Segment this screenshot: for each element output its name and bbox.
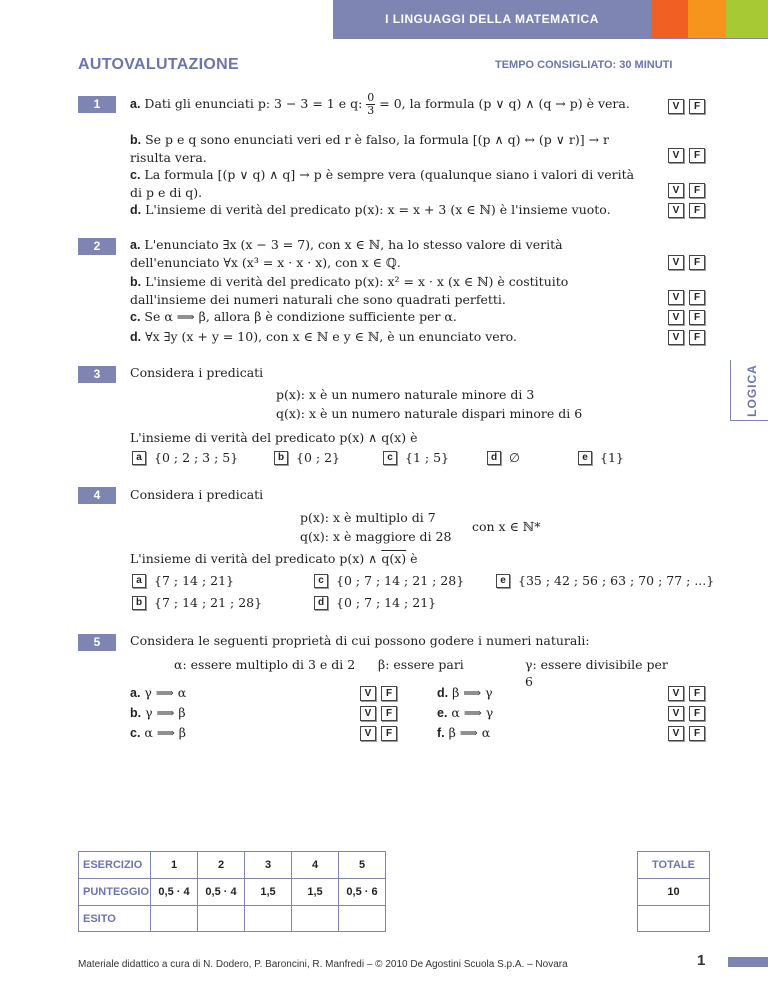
ex5-vf	[668, 726, 705, 741]
false-checkbox[interactable]: F	[689, 726, 705, 741]
ex2-item-d: d. ∀x ∃y (x + y = 10), con x ∈ ℕ e y ∈ ℕ, è un enunciato vero.	[130, 329, 517, 344]
ex5-vf	[360, 726, 397, 741]
true-checkbox[interactable]: V	[668, 290, 684, 305]
false-checkbox[interactable]: F	[381, 686, 397, 701]
table-cell: 4	[292, 852, 339, 879]
option-letter[interactable]: c	[314, 574, 328, 588]
exercise-number: 5	[78, 634, 116, 651]
true-checkbox[interactable]: V	[360, 686, 376, 701]
answer-option-c[interactable]	[383, 450, 449, 465]
ex1-item-b: b. Se p e q sono enunciati veri ed r è falso, la formula [(p ∧ q) ↔ (p ∨ r)] → r risulta vera.	[130, 132, 610, 165]
option-letter[interactable]: e	[578, 451, 592, 465]
ex2-item-a: a. L'enunciato ∃x (x − 3 = 7), con x ∈ ℕ, ha lo stesso valore di verità dell'enunciato ∀x (x³ = x · x · x), con x ∈ ℚ.	[130, 237, 563, 270]
ex3-intro: Considera i predicati	[130, 365, 264, 380]
result-input-cell[interactable]	[151, 906, 198, 932]
table-cell: 1,5	[245, 879, 292, 906]
option-letter[interactable]: a	[132, 574, 146, 588]
row-label: ESERCIZIO	[79, 852, 151, 879]
exercise-number: 1	[78, 96, 116, 113]
ex2-item-b: b. L'insieme di verità del predicato p(x): x² = x · x (x ∈ ℕ) è costituito dall'insieme dei numeri naturali che sono quadrati perfetti.	[130, 274, 569, 307]
table-cell: 5	[339, 852, 386, 879]
answer-option-a[interactable]	[132, 573, 234, 588]
answer-option-b[interactable]	[274, 450, 340, 465]
true-checkbox[interactable]: V	[668, 255, 684, 270]
total-table	[637, 851, 710, 932]
answer-option-c[interactable]	[314, 573, 464, 588]
option-letter[interactable]: d	[314, 596, 328, 610]
true-checkbox[interactable]: V	[668, 203, 684, 218]
ex1-item-c: c. La formula [(p ∨ q) ∧ q] → p è sempre vera (qualunque siano i valori di verità di p e di q).	[130, 167, 635, 200]
ex4-predicate-q: q(x): x è maggiore di 28	[300, 529, 452, 544]
option-text: {7 ; 14 ; 21 ; 28}	[154, 595, 263, 610]
ex2-d-vf	[668, 330, 705, 345]
answer-option-d[interactable]	[314, 595, 436, 610]
false-checkbox[interactable]: F	[689, 706, 705, 721]
ex2-c-vf	[668, 310, 705, 325]
ex2-item-c: c. Se α ⟹ β, allora β è condizione sufficiente per α.	[130, 309, 457, 324]
color-tab-green	[726, 0, 768, 38]
ex5-item: d. β ⟹ γ	[437, 685, 493, 700]
ex4-predicate-p: p(x): x è multiplo di 7	[300, 510, 436, 525]
row-label: PUNTEGGIO	[79, 879, 151, 906]
exercise-number: 4	[78, 487, 116, 504]
false-checkbox[interactable]: F	[689, 290, 705, 305]
option-letter[interactable]: a	[132, 451, 146, 465]
ex1-item-a: a. Dati gli enunciati p: 3 − 3 = 1 e q: $\frac{0}{3}$ = 0, la formula (p ∨ q) ∧ (q → p) è vera.	[130, 91, 630, 117]
ex5-alpha: α: essere multiplo di 3 e di 2	[174, 657, 356, 672]
score-table	[78, 851, 386, 932]
ex5-item: b. γ ⟹ β	[130, 705, 186, 720]
total-label: TOTALE	[638, 852, 710, 879]
footer-credits: Materiale didattico a cura di N. Dodero, P. Baroncini, R. Manfredi – © 2010 De Agostini Scuola S.p.A. – Novara	[78, 959, 568, 970]
table-cell: 0,5 · 6	[339, 879, 386, 906]
color-tab-orange	[651, 0, 688, 38]
ex5-item: c. α ⟹ β	[130, 725, 186, 740]
result-input-cell[interactable]	[198, 906, 245, 932]
true-checkbox[interactable]: V	[668, 706, 684, 721]
false-checkbox[interactable]: F	[689, 686, 705, 701]
table-cell: 2	[198, 852, 245, 879]
true-checkbox[interactable]: V	[668, 686, 684, 701]
true-checkbox[interactable]: V	[360, 726, 376, 741]
ex2-a-vf	[668, 255, 705, 270]
false-checkbox[interactable]: F	[689, 310, 705, 325]
answer-option-d[interactable]	[487, 450, 520, 465]
row-label: ESITO	[79, 906, 151, 932]
ex1-d-vf	[668, 203, 705, 218]
total-result-cell[interactable]	[638, 906, 710, 932]
option-letter[interactable]: e	[496, 574, 510, 588]
result-input-cell[interactable]	[245, 906, 292, 932]
page-title: AUTOVALUTAZIONE	[78, 56, 239, 73]
exercise-number: 2	[78, 238, 116, 255]
ex5-vf	[360, 686, 397, 701]
ex5-intro: Considera le seguenti proprietà di cui possono godere i numeri naturali:	[130, 633, 590, 648]
option-text: {0 ; 7 ; 14 ; 21}	[336, 595, 437, 610]
table-cell: 0,5 · 4	[198, 879, 245, 906]
answer-option-e[interactable]	[496, 573, 714, 588]
answer-option-b[interactable]	[132, 595, 262, 610]
option-text: {7 ; 14 ; 21}	[154, 573, 234, 588]
ex4-question: L'insieme di verità del predicato p(x) ∧ q(x) è	[130, 551, 418, 566]
ex5-item: e. α ⟹ γ	[437, 705, 494, 720]
false-checkbox[interactable]: F	[689, 183, 705, 198]
false-checkbox[interactable]: F	[381, 706, 397, 721]
table-cell: 0,5 · 4	[151, 879, 198, 906]
ex4-intro: Considera i predicati	[130, 487, 264, 502]
ex5-beta: β: essere pari	[378, 657, 464, 672]
false-checkbox[interactable]: F	[381, 726, 397, 741]
section-title: I LINGUAGGI DELLA MATEMATICA	[333, 0, 651, 38]
side-label: LOGICA	[745, 364, 759, 417]
option-text: {35 ; 42 ; 56 ; 63 ; 70 ; 77 ; ...}	[518, 573, 715, 588]
option-text: {0 ; 7 ; 14 ; 21 ; 28}	[336, 573, 465, 588]
false-checkbox[interactable]: F	[689, 99, 705, 114]
true-checkbox[interactable]: V	[668, 99, 684, 114]
table-cell: 1,5	[292, 879, 339, 906]
page-number-bar	[728, 957, 768, 967]
false-checkbox[interactable]: F	[689, 255, 705, 270]
ex1-item-d: d. L'insieme di verità del predicato p(x): x = x + 3 (x ∈ ℕ) è l'insieme vuoto.	[130, 202, 611, 217]
false-checkbox[interactable]: F	[689, 330, 705, 345]
ex5-item: f. β ⟹ α	[437, 725, 491, 740]
result-input-cell[interactable]	[292, 906, 339, 932]
header-rule	[333, 38, 768, 39]
ex5-vf	[668, 686, 705, 701]
true-checkbox[interactable]: V	[668, 310, 684, 325]
ex1-a-vf	[668, 99, 705, 114]
true-checkbox[interactable]: V	[668, 183, 684, 198]
ex3-predicate-q: q(x): x è un numero naturale dispari minore di 6	[276, 406, 583, 421]
true-checkbox[interactable]: V	[668, 330, 684, 345]
suggested-time: TEMPO CONSIGLIATO: 30 MINUTI	[495, 59, 673, 71]
table-cell: 3	[245, 852, 292, 879]
ex1-b-vf	[668, 148, 705, 163]
false-checkbox[interactable]: F	[689, 203, 705, 218]
option-text: {1}	[600, 450, 624, 465]
ex5-vf	[360, 706, 397, 721]
option-text: ∅	[509, 450, 520, 465]
ex2-b-vf	[668, 290, 705, 305]
ex5-item: a. γ ⟹ α	[130, 685, 187, 700]
ex1-c-vf	[668, 183, 705, 198]
fraction: $\frac{0}{3}$	[367, 91, 375, 117]
answer-option-a[interactable]	[132, 450, 238, 465]
total-value: 10	[638, 879, 710, 906]
ex5-vf	[668, 706, 705, 721]
table-row	[79, 852, 386, 879]
option-text: {0 ; 2 ; 3 ; 5}	[154, 450, 239, 465]
section-header-bar	[333, 0, 768, 38]
table-row	[79, 879, 386, 906]
table-row	[79, 906, 386, 932]
option-letter[interactable]: b	[274, 451, 288, 465]
option-letter[interactable]: d	[487, 451, 501, 465]
exercise-number: 3	[78, 366, 116, 383]
option-text: {0 ; 2}	[296, 450, 340, 465]
option-text: {1 ; 5}	[405, 450, 449, 465]
answer-option-e[interactable]	[578, 450, 624, 465]
ex4-domain: con x ∈ ℕ*	[472, 519, 541, 534]
true-checkbox[interactable]: V	[668, 148, 684, 163]
result-input-cell[interactable]	[339, 906, 386, 932]
option-letter[interactable]: b	[132, 596, 146, 610]
side-tab	[730, 360, 768, 421]
false-checkbox[interactable]: F	[689, 148, 705, 163]
true-checkbox[interactable]: V	[360, 706, 376, 721]
true-checkbox[interactable]: V	[668, 726, 684, 741]
option-letter[interactable]: c	[383, 451, 397, 465]
ex5-gamma: γ: essere divisibile per 6	[525, 657, 668, 689]
page-number: 1	[697, 952, 706, 969]
ex3-predicate-p: p(x): x è un numero naturale minore di 3	[276, 387, 535, 402]
color-tab-amber	[688, 0, 726, 38]
table-cell: 1	[151, 852, 198, 879]
ex3-question: L'insieme di verità del predicato p(x) ∧ q(x) è	[130, 430, 418, 445]
